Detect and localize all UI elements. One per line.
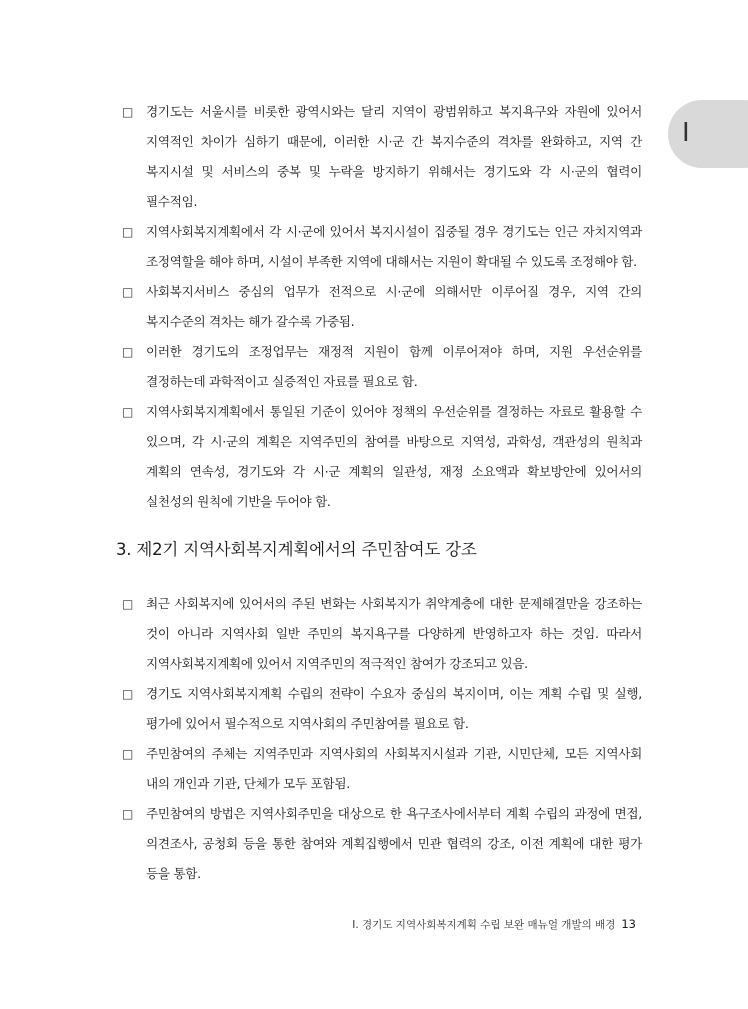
bullet-text: 이러한 경기도의 조정업무는 재정적 지원이 함께 이루어져야 하며, 지원 우선순위를 결정하는데 과학적이고 실증적인 자료를 필요로 함. bbox=[146, 344, 642, 389]
bullet-text: 경기도는 서울시를 비롯한 광역시와는 달리 지역이 광범위하고 복지욕구와 자원에 있어서 지역적인 차이가 심하기 때문에, 이러한 시·군 간 복지수준의 격차를 완화하고, 지역 간 복지시설 및 서비스의 중복 및 누락을 방지하기 위해서는 경기도와 각 시·군의 협력이 필수적임. bbox=[146, 104, 642, 209]
square-bullet-icon: □ bbox=[122, 597, 134, 611]
bullet-item bbox=[122, 679, 642, 739]
bullet-text: 주민참여의 방법은 지역사회주민을 대상으로 한 욕구조사에서부터 계획 수립의 과정에 면접, 의견조사, 공청회 등을 통한 참여와 계획집행에서 민관 협력의 강조, 이전 계획에 대한 평가 등을 통함. bbox=[146, 806, 642, 881]
square-bullet-icon: □ bbox=[122, 225, 134, 239]
square-bullet-icon: □ bbox=[122, 105, 134, 119]
bullet-item bbox=[122, 589, 642, 679]
page-number: 13 bbox=[621, 917, 636, 931]
square-bullet-icon: □ bbox=[122, 285, 134, 299]
chapter-tab-label: I bbox=[682, 118, 690, 148]
bullet-text: 최근 사회복지에 있어서의 주된 변화는 사회복지가 취약계층에 대한 문제해결만을 강조하는 것이 아니라 지역사회 일반 주민의 복지욕구를 다양하게 반영하고자 하는 것임. 따라서 지역사회복지계획에 있어서 지역주민의 적극적인 참여가 강조되고 있음. bbox=[146, 596, 642, 671]
bullet-item bbox=[122, 217, 642, 277]
square-bullet-icon: □ bbox=[122, 687, 134, 701]
square-bullet-icon: □ bbox=[122, 345, 134, 359]
bullet-item bbox=[122, 277, 642, 337]
bullet-text: 지역사회복지계획에서 통일된 기준이 있어야 정책의 우선순위를 결정하는 자료로 활용할 수 있으며, 각 시·군의 계획은 지역주민의 참여를 바탕으로 지역성, 과학성, 객관성의 원칙과 계획의 연속성, 경기도와 각 시·군 계획의 일관성, 재정 소요액과 확보방안에 있어서의 실천성의 원칙에 기반을 두어야 함. bbox=[146, 404, 642, 509]
square-bullet-icon: □ bbox=[122, 747, 134, 761]
bullet-text: 주민참여의 주체는 지역주민과 지역사회의 사회복지시설과 기관, 시민단체, 모든 지역사회 내의 개인과 기관, 단체가 모두 포함됨. bbox=[146, 746, 642, 791]
chapter-tab bbox=[668, 100, 748, 168]
bullet-text: 지역사회복지계획에서 각 시·군에 있어서 복지시설이 집중될 경우 경기도는 인근 자치지역과 조정역할을 해야 하며, 시설이 부족한 지역에 대해서는 지원이 확대될 수 있도록 조정해야 함. bbox=[146, 224, 642, 269]
section2-bullet-list bbox=[122, 589, 642, 889]
square-bullet-icon: □ bbox=[122, 405, 134, 419]
bullet-item bbox=[122, 799, 642, 889]
section1-bullet-list bbox=[122, 97, 642, 517]
running-footer-text: Ⅰ. 경기도 지역사회복지계획 수립 보완 매뉴얼 개발의 배경 bbox=[352, 919, 616, 931]
bullet-text: 사회복지서비스 중심의 업무가 전적으로 시·군에 의해서만 이루어질 경우, 지역 간의 복지수준의 격차는 해가 갈수록 가중됨. bbox=[146, 284, 642, 329]
bullet-item bbox=[122, 397, 642, 517]
bullet-text: 경기도 지역사회복지계획 수립의 전략이 수요자 중심의 복지이며, 이는 계획 수립 및 실행, 평가에 있어서 필수적으로 지역사회의 주민참여를 필요로 함. bbox=[146, 686, 642, 731]
square-bullet-icon: □ bbox=[122, 807, 134, 821]
bullet-item bbox=[122, 337, 642, 397]
section-heading: 3. 제2기 지역사회복지계획에서의 주민참여도 강조 bbox=[116, 540, 477, 559]
page-footer bbox=[352, 915, 636, 934]
bullet-item bbox=[122, 739, 642, 799]
bullet-item bbox=[122, 97, 642, 217]
